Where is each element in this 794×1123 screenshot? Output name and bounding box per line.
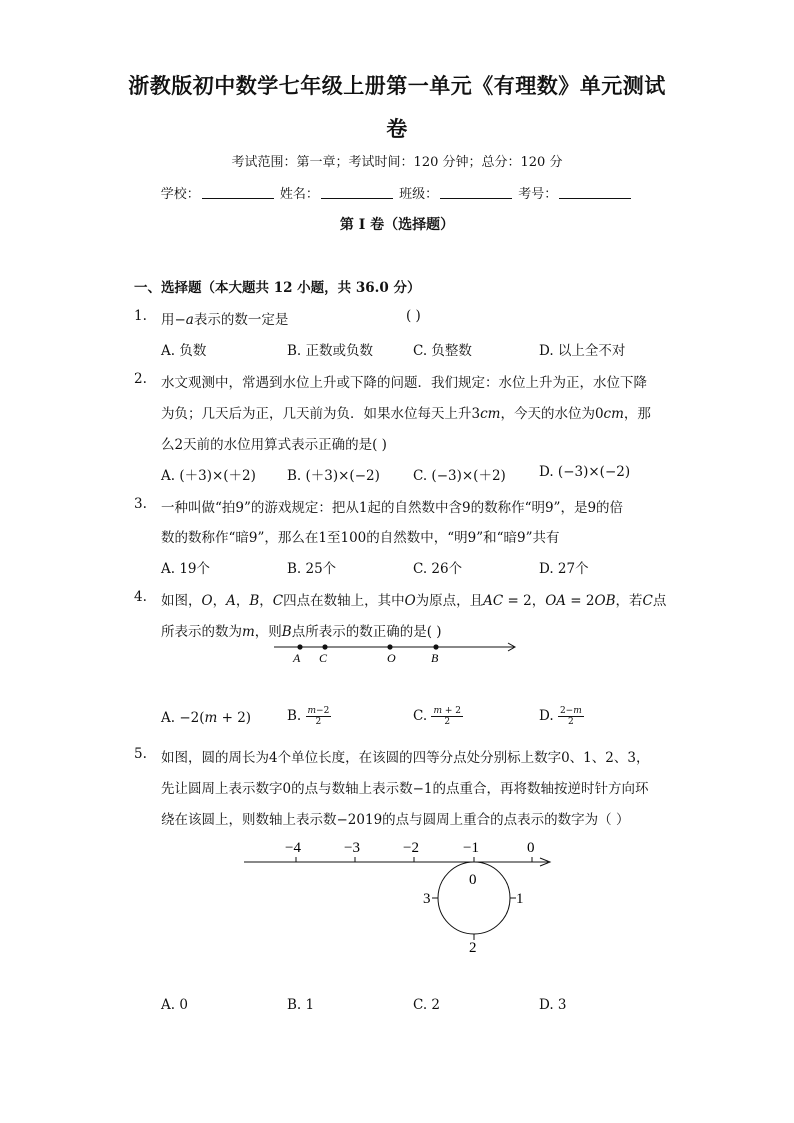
q5-option-d[interactable]: D. 3 [539,997,567,1013]
q2-line-3: 么2天前的水位用算式表示正确的是( ) [161,437,387,453]
exam-meta: 考试范围：第一章；考试时间：120 分钟；总分：120 分 [231,155,563,170]
q4-option-c-fraction [431,706,463,727]
q4-option-c-letter: C. [413,708,428,724]
q1-bracket: ( ) [406,308,421,324]
q4-label-a: A [293,651,301,665]
q2-option-b[interactable]: B. (＋3)×(−2) [287,468,380,484]
q4-point-c [322,644,327,649]
q3-line-1: 一种叫做“拍9”的游戏规定：把从1起的自然数中含9的数称作“明9”，是9的倍 [161,500,624,516]
q5-circle-label-3: 3 [423,891,431,907]
q5-label-neg3: −3 [344,840,360,856]
q5-label-neg1: −1 [463,840,479,856]
q4-label-o: O [387,651,396,665]
q1-stem: 用−𝑎表示的数一定是 [161,312,289,328]
q4-option-b[interactable] [287,706,331,727]
q5-number: 5. [134,746,147,762]
q4-b-denominator: 2 [315,717,322,727]
q3-option-c[interactable]: C. 26个 [413,561,463,577]
q4-option-b-fraction [306,706,332,727]
q1-number: 1. [134,308,147,324]
q4-option-c[interactable] [413,706,463,727]
q4-number-line-figure [268,638,524,668]
page-title-line1: 浙教版初中数学七年级上册第一单元《有理数》单元测试 [128,74,666,98]
q2-number: 2. [134,371,147,387]
q4-line-1: 如图，𝑂，𝐴，𝐵，𝐶四点在数轴上，其中𝑂为原点，且𝐴𝐶 = 2，𝑂𝐴 = 2𝑂𝐵，若𝐶点 [161,593,667,609]
q3-option-d[interactable]: D. 27个 [539,561,589,577]
q5-circle-number-line-figure [240,834,560,956]
q3-option-b[interactable]: B. 25个 [287,561,337,577]
field-school-label: 学校： [160,187,200,202]
q5-option-c[interactable]: C. 2 [413,997,441,1013]
school-blank[interactable] [202,186,274,199]
q4-d-denominator: 2 [567,717,574,727]
q1-option-c[interactable]: C. 负整数 [413,343,472,359]
q4-option-b-letter: B. [287,708,302,724]
student-info-row [0,183,794,202]
q5-label-neg2: −2 [403,840,419,856]
q4-option-d-letter: D. [539,708,554,724]
name-blank[interactable] [321,186,393,199]
q4-label-c: C [319,651,328,665]
q4-number: 4. [134,589,147,605]
q5-line-2: 先让圆周上表示数字0的点与数轴上表示数−1的点重合，再将数轴按逆时针方向环 [161,781,649,797]
q1-option-d[interactable]: D. 以上全不对 [539,343,626,359]
q3-option-a[interactable]: A. 19个 [161,561,211,577]
q5-line-1: 如图，圆的周长为4个单位长度，在该圆的四等分点处分别标上数字0、1、2、3， [161,750,650,766]
field-name-label: 姓名： [279,187,319,202]
section-label: 一、选择题（本大题共 12 小题，共 36.0 分） [134,280,421,296]
q4-option-a[interactable]: A. −2(𝑚 + 2) [161,710,252,726]
q4-c-numerator: 𝑚 + 2 [433,706,461,716]
q2-option-d[interactable]: D. (−3)×(−2) [539,464,631,480]
q3-line-2: 数的数称作“暗9”，那么在1至100的自然数中，“明9”和“暗9”共有 [161,530,560,546]
q4-line-2: 所表示的数为𝑚，则𝐵点所表示的数正确的是( ) [161,624,442,640]
q1-option-b[interactable]: B. 正数或负数 [287,343,374,359]
class-blank[interactable] [440,186,512,199]
part-title: 第 I 卷（选择题） [339,217,455,233]
q5-option-a[interactable]: A. 0 [161,997,188,1013]
field-id-label: 考号： [518,187,558,202]
q5-label-0: 0 [527,840,535,856]
q5-line-3: 绕在该圆上，则数轴上表示数−2019的点与圆周上重合的点表示的数字为（ ） [161,812,630,828]
q4-b-numerator: 𝑚−2 [307,706,330,716]
q2-option-c[interactable]: C. (−3)×(＋2) [413,468,506,484]
q4-label-b: B [431,651,439,665]
q4-point-b [433,644,438,649]
q1-option-a[interactable]: A. 负数 [161,343,207,359]
q4-point-o [387,644,392,649]
q5-circle-label-1: 1 [516,891,524,907]
q2-option-a[interactable]: A. (＋3)×(＋2) [161,468,256,484]
q2-line-2: 为负；几天后为正，几天前为负．如果水位每天上升3𝑐𝑚，今天的水位为0𝑐𝑚，那 [161,406,651,422]
q2-line-1: 水文观测中，常遇到水位上升或下降的问题．我们规定：水位上升为正，水位下降 [161,375,647,391]
q3-number: 3. [134,496,147,512]
field-class-label: 班级： [399,187,439,202]
q4-point-a [297,644,302,649]
q4-option-d[interactable] [539,706,584,727]
q4-d-numerator: 2−𝑚 [559,706,582,716]
q5-option-b[interactable]: B. 1 [287,997,315,1013]
page-title-line2: 卷 [386,117,408,141]
q5-circle-label-0: 0 [469,872,477,888]
q4-c-denominator: 2 [444,717,451,727]
q5-circle-label-2: 2 [469,940,477,956]
q4-option-d-fraction [558,706,584,727]
q5-label-neg4: −4 [285,840,301,856]
id-blank[interactable] [559,186,631,199]
